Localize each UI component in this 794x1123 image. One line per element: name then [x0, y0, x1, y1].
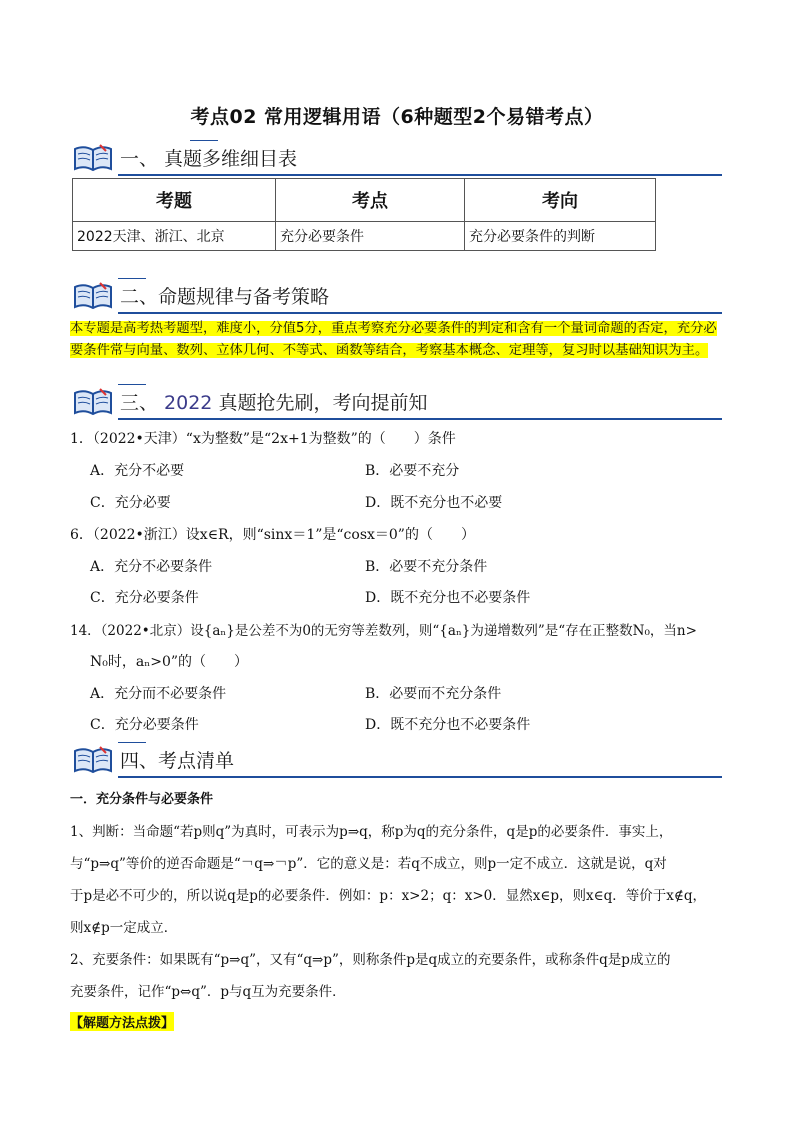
open-book-icon	[72, 143, 114, 173]
table-cell: 充分必要条件的判断	[465, 222, 656, 251]
checklist-heading: 一．充分条件与必要条件	[70, 792, 214, 807]
q6-option-d: D．既不充分也不必要条件	[365, 590, 531, 606]
paragraph-line: 2、充要条件：如果既有“p⇒q”，又有“q⇒p”，则称条件p是q成立的充要条件，或称条件q是p成立的	[70, 952, 671, 968]
table-header: 考点	[276, 179, 465, 222]
section-header-1	[70, 140, 722, 176]
section-header-4	[70, 742, 722, 778]
q6-option-b: B．必要不充分条件	[365, 559, 488, 575]
question-14-stem-cont: N₀时，aₙ>0”的（ ）	[90, 654, 249, 670]
q6-option-c: C．充分必要条件	[90, 590, 199, 606]
q1-option-c: C．充分必要	[90, 495, 171, 511]
table-header: 考向	[465, 179, 656, 222]
question-6-stem: 6．（2022•浙江）设x∈R，则“sinx＝1”是“cosx＝0”的（ ）	[70, 527, 475, 543]
open-book-icon	[72, 281, 114, 311]
q14-option-a: A．充分而不必要条件	[90, 686, 227, 702]
open-book-icon	[72, 745, 114, 775]
q6-option-a: A．充分不必要条件	[90, 559, 213, 575]
paragraph-line: 充要条件，记作“p⇔q”．p与q互为充要条件．	[70, 984, 346, 1000]
page-title: 考点02 常用逻辑用语（6种题型2个易错考点）	[190, 106, 604, 128]
section-header-2	[70, 278, 722, 314]
q1-option-a: A．充分不必要	[90, 463, 185, 479]
section-title: 三、 2022 真题抢先刷，考向提前知	[120, 392, 428, 414]
section-header-3	[70, 384, 722, 420]
paragraph-line: 则x∉p一定成立．	[70, 920, 178, 936]
paragraph-line: 与“p⇒q”等价的逆否命题是“￢q⇒￢p”．它的意义是：若q不成立，则p一定不成立．这就是说，q对	[70, 856, 667, 872]
method-tip-label: 【解题方法点拨】	[70, 1012, 174, 1031]
table-cell: 充分必要条件	[276, 222, 465, 251]
directory-table	[72, 178, 656, 251]
q1-option-d: D．既不充分也不必要	[365, 495, 503, 511]
q1-option-b: B．必要不充分	[365, 463, 460, 479]
q14-option-b: B．必要而不充分条件	[365, 686, 502, 702]
question-14-stem: 14．（2022•北京）设{aₙ}是公差不为0的无穷等差数列，则“{aₙ}为递增数列”是“存在正整数N₀，当n>	[70, 623, 697, 639]
table-cell: 2022天津、浙江、北京	[73, 222, 276, 251]
table-row	[73, 222, 656, 251]
open-book-icon	[72, 387, 114, 417]
paragraph-line: 1、判断：当命题“若p则q”为真时，可表示为p⇒q，称p为q的充分条件，q是p的必要条件．事实上，	[70, 824, 673, 840]
q14-option-c: C．充分必要条件	[90, 717, 199, 733]
section-title: 四、考点清单	[120, 750, 235, 772]
q14-option-d: D．既不充分也不必要条件	[365, 717, 531, 733]
table-header: 考题	[73, 179, 276, 222]
section-title: 二、命题规律与备考策略	[120, 286, 330, 308]
paragraph-line: 于p是必不可少的，所以说q是p的必要条件．例如：p：x>2；q：x>0．显然x∈p，则x∈q．等价于x∉q，	[70, 888, 706, 904]
question-1-stem: 1．（2022•天津）“x为整数”是“2x+1为整数”的（ ）条件	[70, 431, 456, 447]
section-title: 一、 真题多维细目表	[120, 148, 298, 170]
strategy-paragraph: 本专题是高考热考题型，难度小，分值5分，重点考察充分必要条件的判定和含有一个量词命题的否定，充分必要条件常与向量、数列、立体几何、不等式、函数等结合，考察基本概念、定理等，复习时以基础知识为主。	[70, 321, 717, 358]
